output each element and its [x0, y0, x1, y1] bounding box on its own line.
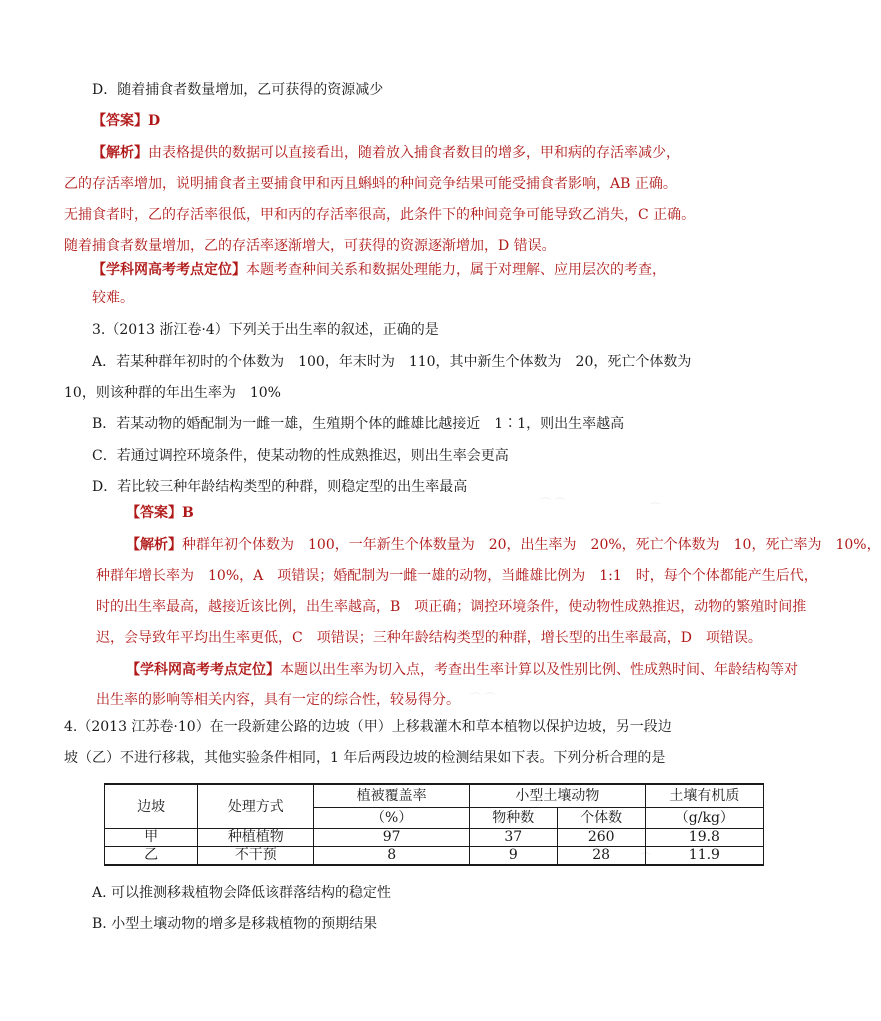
header-coverage: 植被覆盖率	[314, 784, 470, 808]
q3-location-line-2: 出生率的影响等相关内容，具有一定的综合性，较易得分。	[96, 692, 460, 708]
table-row	[105, 847, 764, 866]
q3-stem: 3.（2013 浙江卷·4）下列关于出生率的叙述，正确的是	[92, 322, 439, 338]
q4-stem-line1: 4.（2013 江苏卷·10）在一段新建公路的边坡（甲）上移栽灌木和草本植物以保护边坡，另一段边	[64, 719, 672, 735]
analysis-line-4: 随着捕食者数量增加，乙的存活率逐渐增大，可获得的资源逐渐增加，D 错误。	[64, 238, 556, 254]
q3-analysis-line-4: 迟，会导致年平均出生率更低，C 项错误；三种年龄结构类型的种群，增长型的出生率最高，D 项错误。	[96, 630, 762, 646]
analysis-line-3: 无捕食者时，乙的存活率很低，甲和丙的存活率很高，此条件下的种间竞争可能导致乙消失，C 正确。	[64, 207, 696, 223]
table-header-row	[105, 784, 764, 808]
q3-answer-value: B	[182, 505, 194, 521]
q3-answer-label: 【答案】	[126, 505, 182, 521]
analysis-label: 【解析】	[92, 145, 148, 161]
q3-option-a-line2: 10，则该种群的年出生率为 10%	[64, 385, 281, 401]
location-text: 本题考查种间关系和数据处理能力，属于对理解、应用层次的考查，	[246, 262, 666, 278]
cell-coverage: 97	[314, 829, 470, 847]
q3-option-a-line1: A．若某种群年初时的个体数为 100，年末时为 110，其中新生个体数为 20，死亡个体数为	[92, 354, 692, 370]
header-treatment: 处理方式	[198, 784, 314, 829]
cell-treatment: 不干预	[198, 847, 314, 866]
answer-value: D	[148, 113, 161, 129]
cell-treatment: 种植植物	[198, 829, 314, 847]
option-d-text: D．随着捕食者数量增加，乙可获得的资源减少	[92, 82, 384, 98]
q4-stem-line2: 坡（乙）不进行移栽，其他实验条件相同，1 年后两段边坡的检测结果如下表。下列分析合理的是	[64, 750, 666, 766]
q3-option-b: B．若某动物的婚配制为一雌一雄，生殖期个体的雌雄比越接近 1∶1，则出生率越高	[92, 416, 625, 432]
q3-analysis-line-3: 时的出生率最高，越接近该比例，出生率越高，B 项正确；调控环境条件，使动物性成熟推迟，动物的繁殖时间推	[96, 599, 807, 615]
q4-option-b: B. 小型土壤动物的增多是移栽植物的预期结果	[92, 916, 378, 932]
answer-label: 【答案】	[92, 113, 148, 129]
table-row	[105, 829, 764, 847]
location-label: 【学科网高考考点定位】	[92, 262, 246, 278]
location-line-1	[92, 260, 666, 280]
header-soil-animals: 小型土壤动物	[469, 784, 645, 808]
watermark-logo: ⌒ ⌒	[540, 497, 566, 510]
q3-option-c: C．若通过调控环境条件，使某动物的性成熟推迟，则出生率会更高	[92, 448, 509, 464]
q3-option-d: D．若比较三种年龄结构类型的种群，则稳定型的出生率最高	[92, 479, 468, 495]
header-soil-organic: 土壤有机质	[645, 784, 763, 808]
cell-organic: 19.8	[645, 829, 763, 847]
watermark-logo: ⌒	[640, 852, 651, 865]
header-soil-organic-unit: （g/kg）	[645, 808, 763, 829]
q4-option-a: A. 可以推测移栽植物会降低该群落结构的稳定性	[92, 885, 392, 901]
analysis-line-2: 乙的存活率增加，说明捕食者主要捕食甲和丙且蝌蚪的种间竞争结果可能受捕食者影响，AB 正确。	[64, 176, 677, 192]
cell-individuals: 28	[557, 847, 645, 866]
location-line-2: 较难。	[92, 290, 134, 306]
q3-answer-row	[126, 503, 194, 523]
answer-row	[92, 111, 160, 131]
cell-organic: 11.9	[645, 847, 763, 866]
header-individual-count: 个体数	[557, 808, 645, 829]
q3-location-label: 【学科网高考考点定位】	[126, 662, 280, 678]
cell-individuals: 260	[557, 829, 645, 847]
cell-slope: 乙	[105, 847, 198, 866]
header-coverage-unit: （%）	[314, 808, 470, 829]
analysis-text: 由表格提供的数据可以直接看出，随着放入捕食者数目的增多，甲和病的存活率减少，	[148, 145, 680, 161]
q3-location-text: 本题以出生率为切入点，考查出生率计算以及性别比例、性成熟时间、年龄结构等对	[280, 662, 798, 678]
cell-species: 37	[469, 829, 557, 847]
watermark-logo: ⌒ ⌒	[470, 692, 496, 705]
q3-analysis-line-2: 种群年增长率为 10%，A 项错误；婚配制为一雌一雄的动物，当雌雄比例为 1:1 时，每个个体都能产生后代，	[96, 568, 818, 584]
q3-location-line-1	[126, 660, 798, 680]
q3-analysis-text: 种群年初个体数为 100，一年新生个体数量为 20，出生率为 20%，死亡个体数为 10，死亡率为 10%，	[182, 537, 881, 553]
cell-species: 9	[469, 847, 557, 866]
watermark-logo: ⌒	[650, 502, 661, 515]
header-species-count: 物种数	[469, 808, 557, 829]
q3-analysis-label: 【解析】	[126, 537, 182, 553]
cell-slope: 甲	[105, 829, 198, 847]
analysis-line-1	[92, 143, 680, 163]
q3-analysis-line-1	[126, 535, 881, 555]
results-table	[104, 783, 764, 866]
header-slope: 边坡	[105, 784, 198, 829]
cell-coverage: 8	[314, 847, 470, 866]
